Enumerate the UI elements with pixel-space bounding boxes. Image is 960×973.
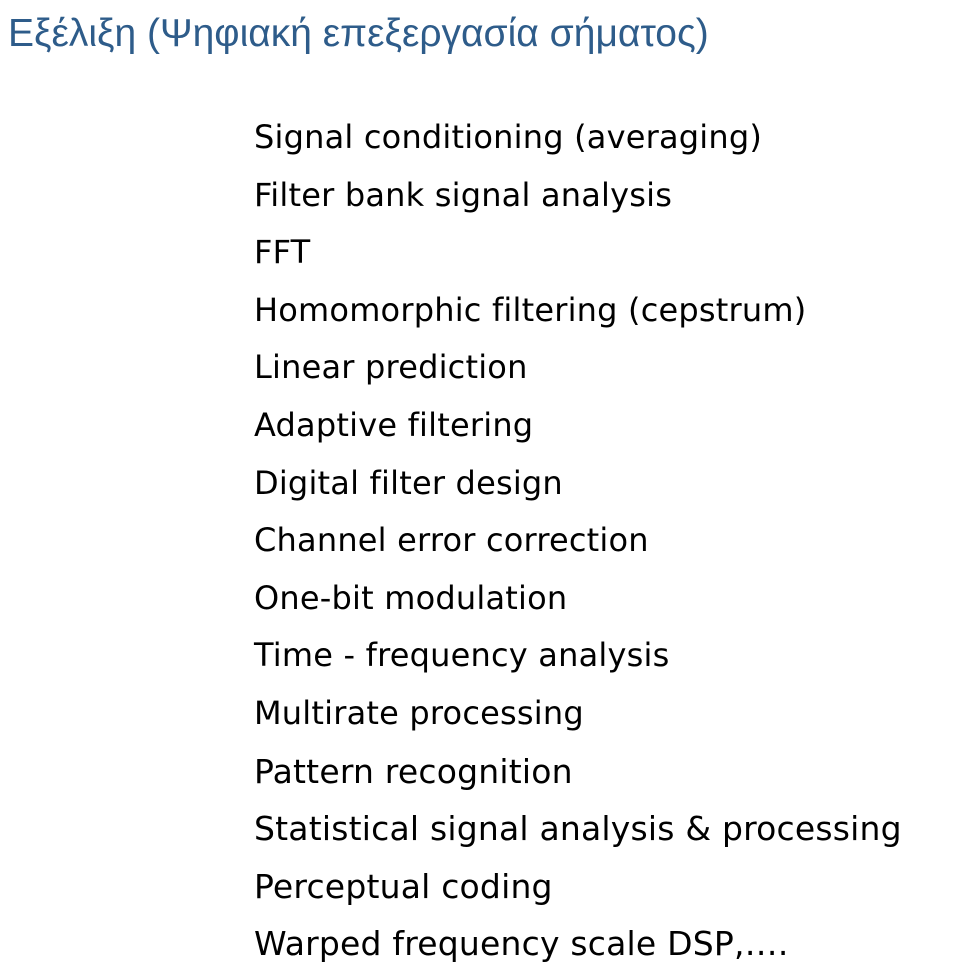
list-item: Time - frequency analysis: [254, 636, 670, 675]
list-item: FFT: [254, 233, 311, 272]
list-item: Pattern recognition: [254, 751, 573, 791]
list-item: Warped frequency scale DSP,….: [254, 924, 789, 964]
list-item: Linear prediction: [254, 348, 528, 387]
topic-list: [254, 109, 902, 973]
list-item: Adaptive filtering: [254, 405, 534, 444]
slide-title: Εξέλιξη (Ψηφιακή επεξεργασία σήματος): [8, 12, 709, 55]
list-item: Homomorphic filtering (cepstrum): [254, 290, 807, 329]
list-item: Filter bank signal analysis: [254, 175, 673, 214]
list-item: Multirate processing: [254, 693, 584, 732]
list-item: Perceptual coding: [254, 866, 553, 906]
list-item: One-bit modulation: [254, 578, 568, 617]
list-item: Statistical signal analysis & processing: [254, 809, 902, 849]
list-item: Digital filter design: [254, 463, 563, 502]
list-item: Signal conditioning (averaging): [254, 118, 763, 156]
list-item: Channel error correction: [254, 521, 649, 560]
